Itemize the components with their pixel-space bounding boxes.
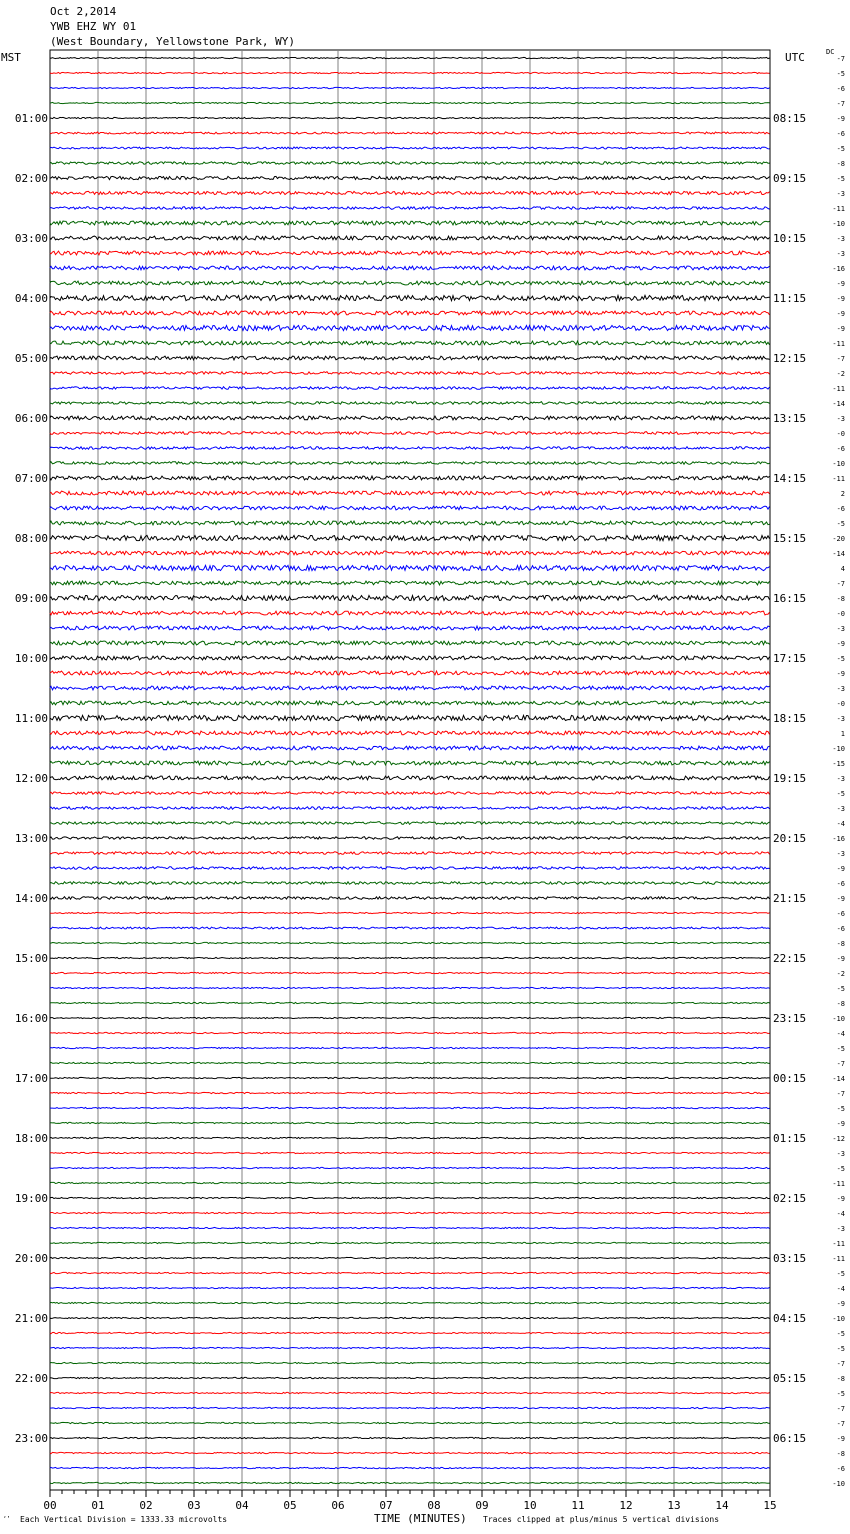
clipping-note: Traces clipped at plus/minus 5 vertical divisions [483, 1515, 720, 1524]
utc-hour-label: 03:15 [773, 1252, 807, 1265]
trace-line [50, 1002, 770, 1003]
mst-hour-label: 08:00 [14, 532, 48, 545]
dc-offset-label: -14 [832, 1075, 845, 1083]
mst-hour-label: 12:00 [14, 772, 48, 785]
dc-offset-label: -11 [832, 475, 845, 483]
trace-line [50, 1257, 770, 1258]
right-timezone-label: UTC [785, 51, 805, 64]
trace-line [50, 1167, 770, 1168]
dc-offset-label: -5 [836, 175, 845, 183]
dc-offset-label: -11 [832, 1180, 845, 1188]
dc-offset-label: -3 [836, 1150, 845, 1158]
trace-line [50, 715, 770, 720]
trace-line [50, 207, 770, 210]
trace-line [50, 236, 770, 240]
trace-line [50, 117, 770, 118]
dc-offset-label: -7 [836, 1060, 845, 1068]
trace-line [50, 1152, 770, 1153]
dc-offset-label: -0 [836, 700, 845, 708]
trace-line [50, 1467, 770, 1468]
dc-offset-label: -8 [836, 595, 845, 603]
trace-line [50, 176, 770, 179]
trace-line [50, 251, 770, 255]
dc-offset-label: 2 [840, 490, 845, 498]
utc-hour-label: 21:15 [773, 892, 807, 905]
trace-line [50, 387, 770, 390]
dc-offset-label: -16 [832, 265, 845, 273]
dc-offset-label: -0 [836, 610, 845, 618]
trace-line [50, 1347, 770, 1348]
mst-hour-label: 15:00 [14, 952, 48, 965]
trace-line [50, 852, 770, 855]
dc-offset-label: -11 [832, 340, 845, 348]
dc-offset-label: -9 [836, 115, 845, 123]
trace-line [50, 641, 770, 645]
x-tick-label: 12 [619, 1499, 633, 1512]
x-tick-label: 00 [43, 1499, 57, 1512]
dc-offset-label: -9 [836, 295, 845, 303]
mst-hour-label: 10:00 [14, 652, 48, 665]
dc-offset-label: -10 [832, 220, 845, 228]
left-timezone-label: MST [1, 51, 21, 64]
trace-line [50, 867, 770, 870]
trace-line [50, 1197, 770, 1198]
x-tick-label: 03 [187, 1499, 201, 1512]
dc-offset-label: -14 [832, 400, 845, 408]
dc-offset-label: -6 [836, 85, 845, 93]
dc-offset-label: -5 [836, 1390, 845, 1398]
mst-hour-label: 16:00 [14, 1012, 48, 1025]
dc-offset-label: -4 [836, 1285, 845, 1293]
mst-hour-label: 14:00 [14, 892, 48, 905]
utc-hour-label: 11:15 [773, 292, 807, 305]
utc-hour-label: 17:15 [773, 652, 807, 665]
x-tick-label: 14 [715, 1499, 729, 1512]
dc-offset-label: -9 [836, 310, 845, 318]
utc-hour-label: 05:15 [773, 1372, 807, 1385]
dc-offset-label: -9 [836, 670, 845, 678]
dc-offset-label: -14 [832, 550, 845, 558]
trace-line [50, 57, 770, 58]
dc-offset-label: -10 [832, 745, 845, 753]
trace-line [50, 656, 770, 660]
trace-line [50, 822, 770, 825]
utc-hour-label: 22:15 [773, 952, 807, 965]
x-tick-label: 15 [763, 1499, 777, 1512]
dc-offset-label: -6 [836, 505, 845, 513]
vertical-division-note: Each Vertical Division = 1333.33 microvolts [20, 1515, 228, 1524]
dc-offset-label: -5 [836, 1105, 845, 1113]
dc-offset-label: -6 [836, 130, 845, 138]
dc-offset-label: -5 [836, 655, 845, 663]
dc-offset-label: -9 [836, 1195, 845, 1203]
dc-offset-label: -3 [836, 1225, 845, 1233]
trace-line [50, 807, 770, 810]
utc-hour-label: 23:15 [773, 1012, 807, 1025]
dc-offset-label: -5 [836, 1270, 845, 1278]
utc-hour-label: 13:15 [773, 412, 807, 425]
mst-hour-label: 21:00 [14, 1312, 48, 1325]
dc-offset-label: -6 [836, 1465, 845, 1473]
trace-line [50, 1452, 770, 1453]
trace-line [50, 1092, 770, 1093]
mst-hour-label: 04:00 [14, 292, 48, 305]
trace-line [50, 551, 770, 555]
dc-offset-label: -6 [836, 925, 845, 933]
utc-hour-label: 14:15 [773, 472, 807, 485]
dc-offset-label: -6 [836, 910, 845, 918]
trace-line [50, 87, 770, 88]
trace-line [50, 295, 770, 300]
dc-offset-label: -7 [836, 1360, 845, 1368]
trace-line [50, 581, 770, 585]
trace-line [50, 626, 770, 630]
mst-hour-label: 03:00 [14, 232, 48, 245]
trace-line [50, 595, 770, 600]
trace-line [50, 776, 770, 780]
trace-line [50, 565, 770, 570]
dc-offset-label: -3 [836, 775, 845, 783]
dc-offset-label: -9 [836, 325, 845, 333]
x-tick-label: 07 [379, 1499, 393, 1512]
x-tick-label: 02 [139, 1499, 153, 1512]
trace-line [50, 1287, 770, 1288]
trace-line [50, 147, 770, 149]
utc-hour-label: 00:15 [773, 1072, 807, 1085]
trace-line [50, 912, 770, 913]
dc-offset-label: -9 [836, 280, 845, 288]
usgs-logo: ‘’ [3, 1516, 11, 1523]
dc-offset-label: -0 [836, 430, 845, 438]
trace-line [50, 1332, 770, 1333]
trace-line [50, 372, 770, 375]
dc-offset-label: -8 [836, 1375, 845, 1383]
dc-offset-label: -5 [836, 1345, 845, 1353]
dc-offset-label: 1 [840, 730, 845, 738]
mst-hour-label: 20:00 [14, 1252, 48, 1265]
dc-offset-label: -9 [836, 895, 845, 903]
dc-offset-label: -5 [836, 1045, 845, 1053]
trace-line [50, 341, 770, 345]
dc-offset-label: -5 [836, 985, 845, 993]
trace-line [50, 1437, 770, 1438]
trace-line [50, 731, 770, 735]
trace-line [50, 325, 770, 330]
trace-line [50, 1032, 770, 1033]
trace-line [50, 1107, 770, 1108]
trace-line [50, 1317, 770, 1318]
utc-hour-label: 16:15 [773, 592, 807, 605]
trace-line [50, 1377, 770, 1378]
station-location: (West Boundary, Yellowstone Park, WY) [50, 35, 296, 48]
mst-hour-label: 22:00 [14, 1372, 48, 1385]
mst-hour-label: 18:00 [14, 1132, 48, 1145]
trace-line [50, 972, 770, 973]
mst-hour-label: 05:00 [14, 352, 48, 365]
dc-offset-label: -5 [836, 520, 845, 528]
dc-offset-label: -10 [832, 460, 845, 468]
trace-line [50, 1272, 770, 1273]
mst-hour-label: 07:00 [14, 472, 48, 485]
x-tick-label: 08 [427, 1499, 441, 1512]
trace-line [50, 102, 770, 103]
mst-hour-label: 11:00 [14, 712, 48, 725]
plot-frame [50, 50, 770, 1490]
dc-offset-header: DC [826, 48, 835, 56]
trace-line [50, 897, 770, 900]
dc-offset-label: -4 [836, 820, 845, 828]
trace-line [50, 1047, 770, 1048]
dc-offset-label: -6 [836, 880, 845, 888]
trace-line [50, 1182, 770, 1183]
dc-offset-label: -5 [836, 1165, 845, 1173]
trace-line [50, 942, 770, 943]
mst-hour-label: 02:00 [14, 172, 48, 185]
mst-hour-label: 23:00 [14, 1432, 48, 1445]
dc-offset-label: -10 [832, 1015, 845, 1023]
utc-hour-label: 19:15 [773, 772, 807, 785]
dc-offset-label: -5 [836, 790, 845, 798]
x-tick-label: 05 [283, 1499, 297, 1512]
mst-hour-label: 19:00 [14, 1192, 48, 1205]
trace-line [50, 927, 770, 929]
trace-line [50, 311, 770, 315]
trace-line [50, 432, 770, 435]
dc-offset-label: -5 [836, 145, 845, 153]
trace-line [50, 281, 770, 285]
trace-line [50, 882, 770, 885]
dc-offset-label: -11 [832, 205, 845, 213]
trace-line [50, 1407, 770, 1408]
mst-hour-label: 17:00 [14, 1072, 48, 1085]
station-code: YWB EHZ WY 01 [50, 20, 137, 33]
trace-line [50, 1242, 770, 1243]
dc-offset-label: -4 [836, 1030, 845, 1038]
x-tick-label: 10 [523, 1499, 537, 1512]
dc-offset-label: -3 [836, 850, 845, 858]
dc-offset-label: -11 [832, 385, 845, 393]
trace-line [50, 535, 770, 540]
utc-hour-label: 02:15 [773, 1192, 807, 1205]
trace-line [50, 1362, 770, 1363]
x-tick-label: 06 [331, 1499, 345, 1512]
utc-hour-label: 08:15 [773, 112, 807, 125]
dc-offset-label: -9 [836, 865, 845, 873]
dc-offset-label: -9 [836, 640, 845, 648]
trace-line [50, 1077, 770, 1078]
trace-line [50, 686, 770, 690]
trace-line [50, 1482, 770, 1483]
utc-hour-label: 09:15 [773, 172, 807, 185]
trace-line [50, 1062, 770, 1063]
dc-offset-label: -10 [832, 1480, 845, 1488]
dc-offset-label: -7 [836, 1090, 845, 1098]
dc-offset-label: 4 [840, 565, 845, 573]
utc-hour-label: 10:15 [773, 232, 807, 245]
dc-offset-label: -3 [836, 235, 845, 243]
plot-date: Oct 2,2014 [50, 5, 117, 18]
dc-offset-label: -9 [836, 1120, 845, 1128]
mst-hour-label: 06:00 [14, 412, 48, 425]
utc-hour-label: 20:15 [773, 832, 807, 845]
dc-offset-label: -8 [836, 1450, 845, 1458]
trace-line [50, 447, 770, 450]
utc-hour-label: 15:15 [773, 532, 807, 545]
trace-line [50, 671, 770, 675]
dc-offset-label: -3 [836, 250, 845, 258]
dc-offset-label: -7 [836, 355, 845, 363]
trace-line [50, 506, 770, 510]
dc-offset-label: -8 [836, 160, 845, 168]
dc-offset-label: -2 [836, 970, 845, 978]
x-tick-label: 11 [571, 1499, 585, 1512]
trace-line [50, 402, 770, 405]
x-axis-label: TIME (MINUTES) [374, 1512, 467, 1525]
trace-line [50, 462, 770, 465]
dc-offset-label: -16 [832, 835, 845, 843]
trace-line [50, 162, 770, 165]
trace-line [50, 746, 770, 750]
utc-hour-label: 12:15 [773, 352, 807, 365]
trace-line [50, 987, 770, 988]
dc-offset-label: -8 [836, 940, 845, 948]
dc-offset-label: -11 [832, 1240, 845, 1248]
dc-offset-label: -7 [836, 1420, 845, 1428]
dc-offset-label: -7 [836, 55, 845, 63]
dc-offset-label: -8 [836, 1000, 845, 1008]
utc-hour-label: 18:15 [773, 712, 807, 725]
dc-offset-label: -4 [836, 1210, 845, 1218]
dc-offset-label: -12 [832, 1135, 845, 1143]
dc-offset-label: -11 [832, 1255, 845, 1263]
dc-offset-label: -20 [832, 535, 845, 543]
dc-offset-label: -9 [836, 1435, 845, 1443]
trace-line [50, 356, 770, 360]
trace-line [50, 957, 770, 958]
trace-line [50, 1302, 770, 1303]
dc-offset-label: -3 [836, 715, 845, 723]
trace-line [50, 221, 770, 225]
mst-hour-label: 13:00 [14, 832, 48, 845]
dc-offset-label: -3 [836, 805, 845, 813]
dc-offset-label: -10 [832, 1315, 845, 1323]
trace-line [50, 521, 770, 525]
dc-offset-label: -5 [836, 70, 845, 78]
trace-line [50, 1122, 770, 1123]
trace-line [50, 132, 770, 134]
trace-line [50, 1017, 770, 1018]
dc-offset-label: -7 [836, 580, 845, 588]
dc-offset-label: -9 [836, 955, 845, 963]
dc-offset-label: -15 [832, 760, 845, 768]
utc-hour-label: 01:15 [773, 1132, 807, 1145]
trace-line [50, 1422, 770, 1423]
x-tick-label: 01 [91, 1499, 105, 1512]
trace-line [50, 837, 770, 840]
trace-line [50, 611, 770, 615]
dc-offset-label: -2 [836, 370, 845, 378]
dc-offset-label: -3 [836, 685, 845, 693]
dc-offset-label: -7 [836, 100, 845, 108]
trace-line [50, 1392, 770, 1393]
trace-line [50, 416, 770, 420]
dc-offset-label: -3 [836, 415, 845, 423]
x-tick-label: 04 [235, 1499, 249, 1512]
trace-line [50, 761, 770, 765]
trace-line [50, 491, 770, 495]
dc-offset-label: -3 [836, 190, 845, 198]
mst-hour-label: 01:00 [14, 112, 48, 125]
trace-line [50, 792, 770, 795]
dc-offset-label: -7 [836, 1405, 845, 1413]
trace-line [50, 701, 770, 705]
trace-line [50, 1137, 770, 1138]
x-tick-label: 13 [667, 1499, 681, 1512]
dc-offset-label: -6 [836, 445, 845, 453]
trace-line [50, 476, 770, 480]
trace-line [50, 191, 770, 194]
mst-hour-label: 09:00 [14, 592, 48, 605]
dc-offset-label: -5 [836, 1330, 845, 1338]
trace-line [50, 1212, 770, 1213]
trace-line [50, 1227, 770, 1228]
trace-line [50, 266, 770, 270]
x-tick-label: 09 [475, 1499, 489, 1512]
dc-offset-label: -9 [836, 1300, 845, 1308]
trace-line [50, 72, 770, 73]
dc-offset-label: -3 [836, 625, 845, 633]
utc-hour-label: 06:15 [773, 1432, 807, 1445]
utc-hour-label: 04:15 [773, 1312, 807, 1325]
